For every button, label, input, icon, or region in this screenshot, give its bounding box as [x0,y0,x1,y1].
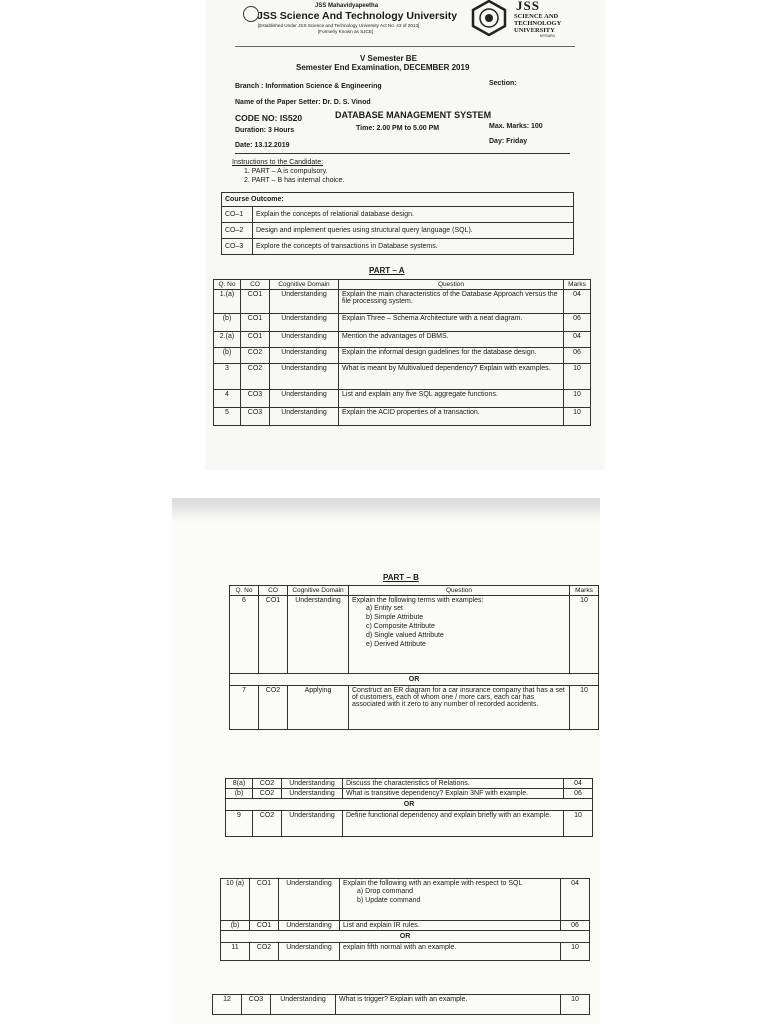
logo-line-1: SCIENCE AND [514,13,559,20]
table-cell: What is transitive dependency? Explain 3NF with example. [343,789,564,799]
table-row [214,290,591,314]
table-cell: CO–3 [222,239,253,255]
table-cell: CO2 [250,943,279,961]
table-cell: Explain the following terms with examples: [352,597,484,604]
table-cell: Question [349,586,570,596]
table-cell: Understanding [270,332,339,348]
table-cell: Cognitive Domain [270,280,339,290]
table-cell: 3 [214,364,241,390]
jss-logo-icon [470,0,508,36]
table-cell: Understanding [279,943,340,961]
table-row [221,879,590,921]
formerly-note: [Formerly Known as SJCE] [318,29,374,34]
part-a-table [213,279,591,426]
table-cell: CO2 [241,348,270,364]
table-cell: Understanding [282,789,343,799]
table-cell: 04 [564,779,593,789]
table-cell: CO1 [241,332,270,348]
table-cell: 11 [221,943,250,961]
table-row [214,408,591,426]
table-cell: Define functional dependency and explain briefly with an example. [343,811,564,837]
table-cell: CO2 [241,364,270,390]
table-cell: CO3 [241,408,270,426]
table-cell: CO1 [241,290,270,314]
table-cell: 10 [561,995,590,1015]
table-cell: 12 [213,995,242,1015]
table-cell: Understanding [282,779,343,789]
time-label: Time: 2.00 PM to 5.00 PM [356,125,440,132]
part-a-heading: PART – A [369,266,405,275]
table-cell: Design and implement queries using structural query language (SQL). [253,223,574,239]
day-label: Day: Friday [489,138,528,145]
max-marks-label: Max. Marks: 100 [489,123,543,130]
table-cell: d) Single valued Attribute [366,632,444,639]
university-seal-icon [243,6,259,22]
table-cell: Understanding [270,290,339,314]
table-cell: 5 [214,408,241,426]
table-cell: CO2 [259,686,288,730]
table-row [214,348,591,364]
table-cell: Explain the main characteristics of the Database Approach versus the file processing system. [339,290,564,314]
info-rule [235,153,570,154]
table-cell: 1.(a) [214,290,241,314]
table-cell: Cognitive Domain [288,586,349,596]
table-row [226,779,593,789]
table-cell: Explain the concepts of relational database design. [253,207,574,223]
table-cell: 6 [230,596,259,674]
instruction-item: 2. PART – B has internal choice. [244,177,345,184]
table-cell: Question [339,280,564,290]
table-cell: Understanding [270,348,339,364]
table-cell: Q. No [230,586,259,596]
setter-label: Name of the Paper Setter: Dr. D. S. Vinod [235,99,371,106]
table-row [214,332,591,348]
part-b-table-block-2 [225,778,593,837]
course-outcome-heading: Course Outcome: [222,193,574,207]
table-cell: (b) [226,789,253,799]
table-cell: List and explain any five SQL aggregate functions. [339,390,564,408]
table-cell: Understanding [282,811,343,837]
table-cell: Marks [570,586,599,596]
table-cell: Explain the ACID properties of a transaction. [339,408,564,426]
table-cell: 10 [564,811,593,837]
mahavidyapeetha-label: JSS Mahavidyapeetha [315,3,379,9]
branch-label: Branch : Information Science & Engineering [235,83,382,90]
jss-wordmark-icon: JSS [516,0,540,13]
table-cell: (b) [214,348,241,364]
table-cell: Understanding [271,995,336,1015]
section-label: Section: [489,80,517,87]
table-row [213,995,590,1015]
table-cell: CO2 [253,811,282,837]
table-row [214,390,591,408]
table-row [230,596,599,674]
instructions-heading: Instructions to the Candidate: [232,159,324,166]
table-cell: 9 [226,811,253,837]
table-cell: Explain Three – Schema Architecture with a neat diagram. [339,314,564,332]
table-row [222,239,574,255]
table-cell: a) Drop command [357,888,414,895]
university-name: JSS Science And Technology University [257,10,458,22]
table-cell: 04 [564,290,591,314]
table-row [221,943,590,961]
table-row [226,789,593,799]
table-cell: Explore the concepts of transactions in Database systems. [253,239,574,255]
table-cell: CO2 [253,789,282,799]
subject-title: DATABASE MANAGEMENT SYSTEM [335,110,492,120]
logo-line-3: UNIVERSITY [514,27,555,34]
table-cell: CO–2 [222,223,253,239]
table-cell: Applying [288,686,349,730]
table-row [214,314,591,332]
table-cell: 06 [564,314,591,332]
table-cell: 10 [564,408,591,426]
table-cell: CO3 [242,995,271,1015]
table-cell: Explain the informal design guidelines for the database design. [339,348,564,364]
table-cell: CO [241,280,270,290]
table-cell: CO [259,586,288,596]
table-cell: 10 [570,596,599,674]
part-b-table-block-1 [229,585,599,730]
part-b-table-block-4 [212,994,590,1015]
course-outcome-table [221,192,574,255]
logo-line-2: TECHNOLOGY [514,20,562,27]
table-cell: 10 [570,686,599,730]
table-row [222,223,574,239]
table-cell: Construct an ER diagram for a car insurance company that has a set of customers, each of whom one / more cars, each car has associated with it zero to any number of recorded accidents. [349,686,570,730]
part-b-heading: PART – B [383,573,419,582]
or-divider: OR [221,931,590,943]
table-cell: 06 [564,789,593,799]
table-cell: What is meant by Multivalued dependency? Explain with examples. [339,364,564,390]
table-cell: e) Derived Attribute [366,641,426,648]
table-cell: What is trigger? Explain with an example. [336,995,561,1015]
established-note: [Established Under JSS Science and Technology University Act No. 43 of 2013] [258,23,420,28]
table-cell: Mention the advantages of DBMS. [339,332,564,348]
table-cell: 2.(a) [214,332,241,348]
table-cell: b) Update command [357,897,421,904]
duration-label: Duration: 3 Hours [235,127,295,134]
logo-line-4: MYSURU [540,34,556,38]
table-cell: (b) [221,921,250,931]
table-cell: 06 [561,921,590,931]
table-cell: Discuss the characteristics of Relations. [343,779,564,789]
table-cell: Understanding [270,408,339,426]
table-cell: 8(a) [226,779,253,789]
table-cell: Understanding [279,879,340,921]
or-divider: OR [230,674,599,686]
table-cell: Understanding [270,364,339,390]
table-cell: 06 [564,348,591,364]
table-row [214,364,591,390]
table-cell: explain fifth normal with an example. [340,943,561,961]
table-cell: Understanding [279,921,340,931]
semester-label: V Semester BE [360,54,417,63]
table-cell: CO3 [241,390,270,408]
table-cell: (b) [214,314,241,332]
exam-title: Semester End Examination, DECEMBER 2019 [296,63,470,72]
table-row [222,207,574,223]
table-cell: c) Composite Attribute [366,623,435,630]
table-cell: b) Simple Attribute [366,614,424,621]
table-cell: Q. No [214,280,241,290]
table-cell: Marks [564,280,591,290]
table-cell: Understanding [270,390,339,408]
part-b-table-block-3 [220,878,590,961]
table-cell: 4 [214,390,241,408]
table-cell: CO1 [259,596,288,674]
table-cell: CO1 [241,314,270,332]
table-cell: CO1 [250,879,279,921]
table-cell: CO2 [253,779,282,789]
date-label: Date: 13.12.2019 [235,142,290,149]
table-cell: Explain the following with an example with respect to SQL [343,880,523,887]
table-cell: Understanding [288,596,349,674]
table-cell: 10 (a) [221,879,250,921]
table-row [221,921,590,931]
table-cell: 10 [564,364,591,390]
table-cell: 10 [564,390,591,408]
table-cell: 7 [230,686,259,730]
table-cell: 04 [561,879,590,921]
table-cell: 04 [564,332,591,348]
table-cell: 10 [561,943,590,961]
table-cell: Understanding [270,314,339,332]
code-label: CODE NO: IS520 [235,113,303,123]
table-cell: List and explain IR rules. [340,921,561,931]
table-cell: CO1 [250,921,279,931]
or-divider: OR [226,799,593,811]
table-cell: CO–1 [222,207,253,223]
table-row [230,686,599,730]
table-row [226,811,593,837]
table-cell: a) Entity set [366,605,403,612]
instruction-item: 1. PART – A is compulsory. [244,168,328,175]
scan-shadow [172,498,600,522]
header-rule [235,46,575,47]
